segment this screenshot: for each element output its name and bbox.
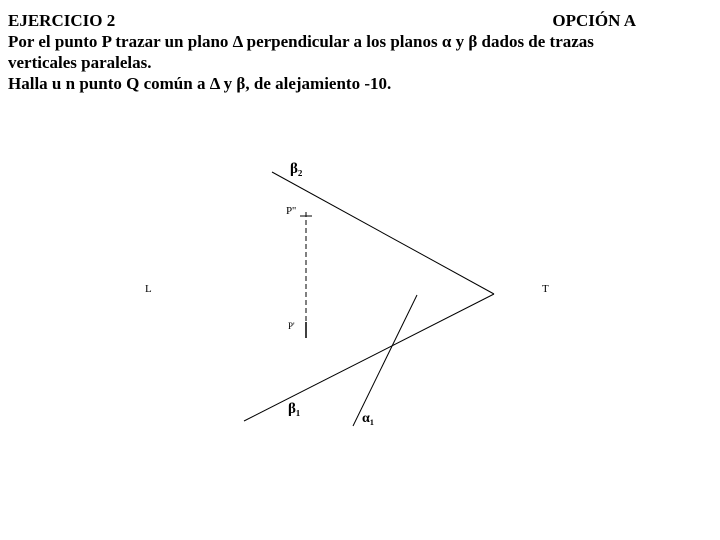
beta1-label: β₁ — [288, 401, 301, 417]
ground-line-T-label: T — [542, 283, 549, 295]
beta2-trace — [272, 172, 494, 294]
statement-line-1: Por el punto P trazar un plano Δ perpendicular a los planos α y β dados de trazas — [8, 32, 594, 51]
exercise-title: EJERCICIO 2 — [8, 11, 116, 30]
beta1-trace — [244, 294, 494, 421]
statement-line-3: Halla u n punto Q común a Δ y β, de alejamiento -10. — [8, 74, 392, 93]
p2-label: P'' — [286, 205, 297, 217]
alpha1-label: α₁ — [362, 411, 375, 426]
option-label: OPCIÓN A — [552, 11, 636, 30]
beta2-label: β₂ — [290, 161, 303, 177]
ground-line-L-label: L — [145, 283, 152, 295]
p1-label: P' — [288, 321, 295, 331]
statement-line-2: verticales paralelas. — [8, 53, 152, 72]
